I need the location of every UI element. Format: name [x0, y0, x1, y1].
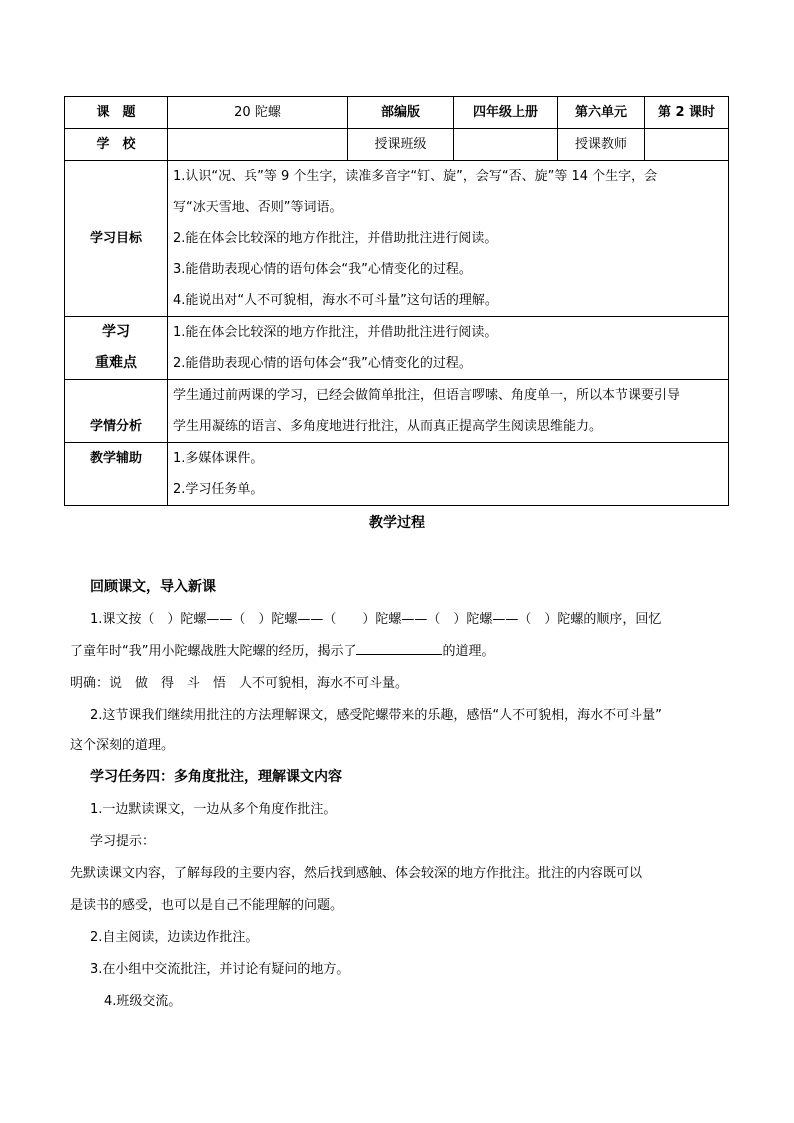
- fill-blank[interactable]: [356, 642, 442, 655]
- unit-cell: 第六单元: [558, 97, 645, 129]
- analysis-line: 学生通过前两课的学习，已经会做简单批注，但语言啰嗦、角度单一，所以本节课要引导: [173, 388, 681, 403]
- analysis-label: 学情分析: [65, 380, 168, 443]
- task-item: 1.一边默读课文，一边从多个角度作批注。: [90, 802, 337, 817]
- review-item-2-line2: 这个深刻的道理。: [70, 738, 175, 753]
- goal-item: 3.能借助表现心情的语句体会“我”心情变化的过程。: [173, 262, 472, 277]
- key-points-label: [65, 317, 168, 380]
- aid-item: 1.多媒体课件。: [173, 451, 264, 466]
- key-point-item: 2.能借助表现心情的语句体会“我”心情变化的过程。: [173, 356, 472, 371]
- task-item: 2.自主阅读，边读边作批注。: [90, 930, 259, 945]
- topic-label: 课 题: [65, 97, 168, 129]
- hint-line: 是读书的感受，也可以是自己不能理解的问题。: [70, 898, 344, 913]
- review-item-2-line1: 2.这节课我们继续用批注的方法理解课文，感受陀螺带来的乐趣，感悟“人不可貌相，海水不可斗量”: [90, 708, 662, 723]
- hint-label: 学习提示：: [90, 834, 156, 849]
- goal-item: 1.认识“况、兵”等 9 个生字，读准多音字“钉、旋”，会写“否、旋”等 14 个生字，会: [173, 169, 658, 184]
- key-point-item: 1.能在体会比较深的地方作批注，并借助批注进行阅读。: [173, 325, 498, 340]
- goal-item: 4.能说出对“人不可貌相，海水不可斗量”这句话的理解。: [173, 293, 498, 308]
- aids-content: [168, 443, 729, 506]
- process-title: 教学过程: [369, 515, 425, 531]
- table-row: [65, 161, 729, 317]
- analysis-content: [168, 380, 729, 443]
- goals-content: [168, 161, 729, 317]
- lesson-info-table: [64, 96, 729, 506]
- review-item-1-line1: 1.课文按（ ）陀螺——（ ）陀螺——（ ）陀螺——（ ）陀螺——（ ）陀螺的顺序，回忆: [90, 612, 662, 627]
- review-item-1-line2: [70, 640, 730, 659]
- key-points-label-line1: 学习: [102, 324, 130, 340]
- edition-cell: 部编版: [348, 97, 454, 129]
- hint-line: 先默读课文内容，了解每段的主要内容，然后找到感触、体会较深的地方作批注。批注的内容既可以: [70, 866, 643, 881]
- school-label: 学 校: [65, 129, 168, 161]
- review-item-1-tail: 的道理。: [442, 644, 495, 659]
- table-row: [65, 97, 729, 129]
- aid-item: 2.学习任务单。: [173, 482, 264, 497]
- task-item: 3.在小组中交流批注，并讨论有疑问的地方。: [90, 962, 350, 977]
- school-value[interactable]: [168, 129, 348, 161]
- aids-label: 教学辅助: [65, 443, 168, 506]
- class-value[interactable]: [454, 129, 558, 161]
- class-label: 授课班级: [348, 129, 454, 161]
- lesson-title: 20 陀螺: [168, 97, 348, 129]
- task-item: 4.班级交流。: [104, 994, 182, 1009]
- key-points-label-line2: 重难点: [95, 355, 137, 371]
- key-points-content: [168, 317, 729, 380]
- clarify-line: 明确：说 做 得 斗 悟 人不可貌相，海水不可斗量。: [70, 676, 409, 691]
- task-heading: 学习任务四：多角度批注，理解课文内容: [90, 769, 342, 785]
- grade-cell: 四年级上册: [454, 97, 558, 129]
- teacher-value[interactable]: [645, 129, 729, 161]
- goal-item: 写“冰天雪地、否则”等词语。: [173, 200, 343, 215]
- teacher-label: 授课教师: [558, 129, 645, 161]
- analysis-line: 学生用凝练的语言、多角度地进行批注，从而真正提高学生阅读思维能力。: [173, 419, 603, 434]
- table-row: [65, 317, 729, 380]
- goals-label: 学习目标: [65, 161, 168, 317]
- table-row: [65, 129, 729, 161]
- period-cell: 第 2 课时: [645, 97, 729, 129]
- goal-item: 2.能在体会比较深的地方作批注，并借助批注进行阅读。: [173, 231, 498, 246]
- review-item-1-text: 了童年时“我”用小陀螺战胜大陀螺的经历，揭示了: [70, 644, 357, 659]
- table-row: [65, 380, 729, 443]
- section-heading: 回顾课文，导入新课: [90, 579, 216, 595]
- table-row: [65, 443, 729, 506]
